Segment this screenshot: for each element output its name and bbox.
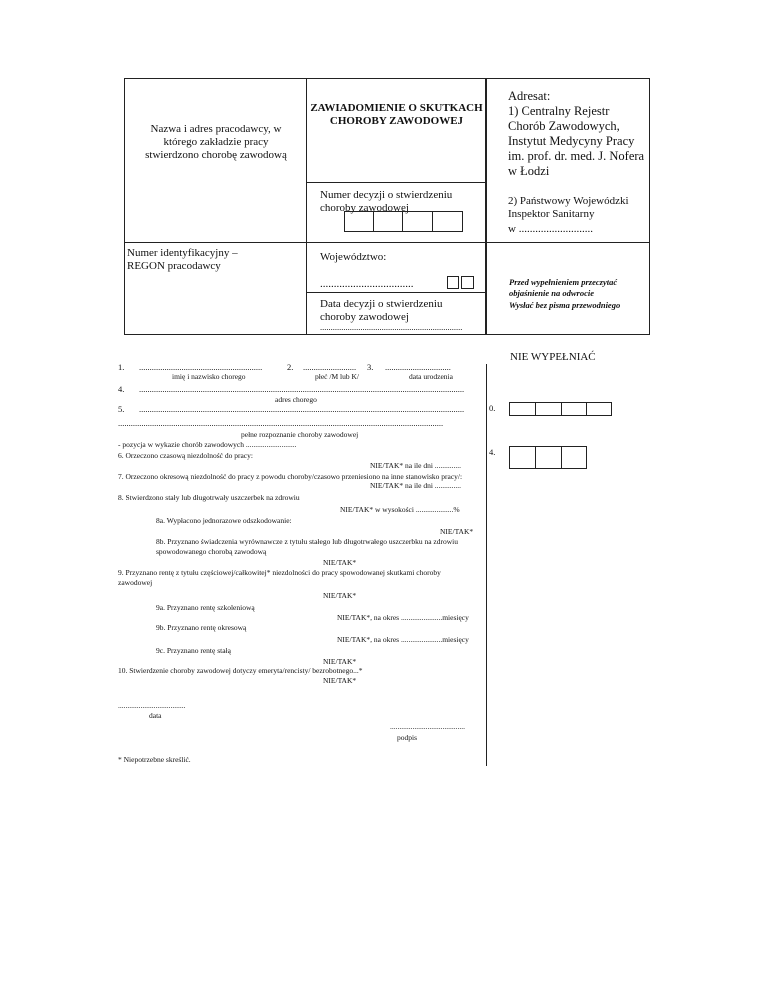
- side-divider: [486, 364, 487, 766]
- dob-field[interactable]: ...............................: [385, 362, 451, 372]
- addressee-divider: [486, 242, 650, 243]
- q9a-label: 9a. Przyznano rentę szkoleniową: [156, 603, 255, 612]
- header-divider: [306, 242, 486, 243]
- side-label-0: 0.: [489, 403, 496, 413]
- voivodeship-cells[interactable]: [448, 276, 474, 289]
- item-number-1: 1.: [118, 362, 125, 372]
- signature-field[interactable]: ........................................: [390, 722, 465, 731]
- addressee-item-2-w: w ...........................: [508, 223, 593, 235]
- q9-label: 9. Przyznano rentę z tytułu częściowej/całkowitej* niezdolności do pracy spowodowanej skutkami choroby zawodowej: [118, 568, 441, 587]
- voivodeship-dots: ..................................: [320, 278, 414, 290]
- q8-answer[interactable]: NIE/TAK* w wysokości ....................%: [340, 505, 460, 514]
- position-line: - pozycja w wykazie chorób zawodowych ...........................: [118, 440, 297, 449]
- q10-answer[interactable]: NIE/TAK*: [323, 676, 357, 685]
- diagnosis-field[interactable]: .........................................................................................................................................................: [139, 404, 465, 414]
- address-caption: adres chorego: [275, 395, 317, 404]
- decision-number-label: Numer decyzji o stwierdzeniu choroby zawodowej: [320, 189, 453, 214]
- q8b-label: 8b. Przyznano świadczenia wyrównawcze z tytułu stałego lub długotrwałego uszczerbku na zdrowiu spowodowanego chorobą zawodową: [156, 537, 458, 556]
- date-caption: data: [149, 711, 162, 720]
- name-field[interactable]: ..........................................................: [139, 362, 263, 372]
- q8a-label: 8a. Wypłacono jednorazowe odszkodowanie:: [156, 516, 292, 525]
- employer-label: Nazwa i adres pracodawcy, w którego zakładzie pracy stwierdzono chorobę zawodową: [145, 123, 287, 161]
- item-number-5: 5.: [118, 404, 125, 414]
- do-not-fill-label: NIE WYPEŁNIAĆ: [510, 351, 596, 363]
- q9-answer[interactable]: NIE/TAK*: [323, 591, 357, 600]
- q6-label: 6. Orzeczono czasową niezdolność do pracy:: [118, 451, 253, 460]
- item-number-4: 4.: [118, 384, 125, 394]
- signature-caption: podpis: [397, 733, 418, 742]
- side-label-4: 4.: [489, 447, 496, 457]
- addressee-item-2: 2) Państwowy Wojewódzki Inspektor Sanitarny: [508, 195, 629, 220]
- sex-field[interactable]: .........................: [303, 362, 357, 372]
- addressee-label: Adresat:: [508, 89, 551, 103]
- q8b-answer[interactable]: NIE/TAK*: [323, 558, 357, 567]
- diagnosis-field-2[interactable]: .........................................................................................................................................................: [118, 418, 444, 428]
- side-cells-4: [510, 446, 587, 469]
- dob-caption: data urodzenia: [409, 372, 453, 381]
- date-field[interactable]: ....................................: [118, 701, 186, 710]
- q9c-answer[interactable]: NIE/TAK*: [323, 657, 357, 666]
- regon-label: Numer identyfikacyjny – REGON pracodawcy: [127, 247, 238, 272]
- header-divider: [124, 242, 306, 243]
- page-title: ZAWIADOMIENIE O SKUTKACH CHOROBY ZAWODOWEJ: [310, 102, 483, 127]
- item-number-2: 2.: [287, 362, 294, 372]
- q8a-answer[interactable]: NIE/TAK*: [440, 527, 474, 536]
- side-cells-0: [510, 402, 612, 416]
- sex-caption: płeć /M lub K/: [315, 372, 359, 381]
- instruction-note: Przed wypełnieniem przeczytać objaśnienie na odwrocie: [509, 277, 618, 298]
- item-number-3: 3.: [367, 362, 374, 372]
- header-divider: [306, 78, 307, 335]
- q7-answer[interactable]: NIE/TAK* na ile dni ..............: [370, 481, 462, 490]
- addressee-item-1: 1) Centralny Rejestr Chorób Zawodowych, Instytut Medycyny Pracy im. prof. dr. med. J. Nofera w Łodzi: [508, 104, 645, 178]
- q9a-answer[interactable]: NIE/TAK*, na okres ......................miesięcy: [337, 613, 469, 622]
- q9b-answer[interactable]: NIE/TAK*, na okres ......................miesięcy: [337, 635, 469, 644]
- header-divider: [306, 292, 486, 293]
- name-caption: imię i nazwisko chorego: [172, 372, 246, 381]
- address-field[interactable]: .........................................................................................................................................................: [139, 384, 465, 394]
- q8-label: 8. Stwierdzono stały lub długotrwały uszczerbek na zdrowiu: [118, 493, 300, 502]
- q10-label: 10. Stwierdzenie choroby zawodowej dotyczy emeryta/rencisty/ bezrobotnego...*: [118, 666, 363, 675]
- footnote: * Niepotrzebne skreślić.: [118, 755, 191, 764]
- q7-label: 7. Orzeczono okresową niezdolność do pracy z powodu choroby/czasowo przeniesiono na inne stanowisko pracy/:: [118, 472, 463, 481]
- q9b-label: 9b. Przyznano rentę okresową: [156, 623, 247, 632]
- q9c-label: 9c. Przyznano rentę stałą: [156, 646, 231, 655]
- decision-date-label: Data decyzji o stwierdzeniu choroby zawodowej: [320, 298, 443, 323]
- q6-answer[interactable]: NIE/TAK* na ile dni ..............: [370, 461, 462, 470]
- header-divider: [306, 182, 486, 183]
- decision-number-cells[interactable]: [345, 211, 463, 232]
- diagnosis-caption: pełne rozpoznanie choroby zawodowej: [241, 430, 359, 439]
- decision-date-dots: ...................................................................: [320, 322, 463, 332]
- no-cover-letter-note: Wysłać bez pisma przewodniego: [509, 300, 621, 310]
- voivodeship-label: Województwo:: [320, 251, 387, 263]
